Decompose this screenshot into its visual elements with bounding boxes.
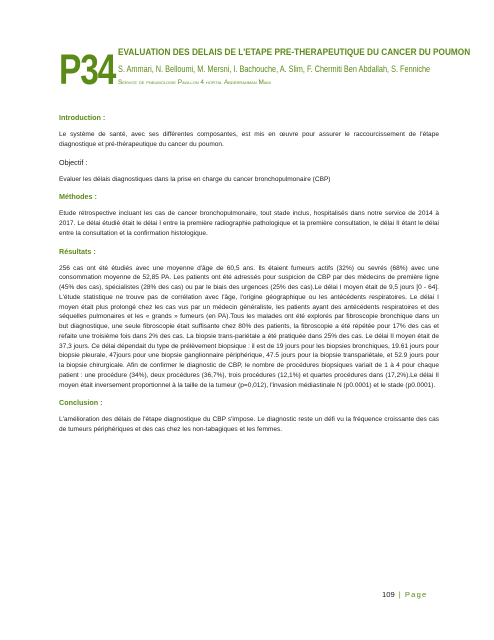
abstract-body (59, 113, 439, 443)
page-label: Page (404, 590, 428, 599)
objectif-heading: Objectif : (59, 157, 88, 167)
conclusion-heading: Conclusion : (59, 398, 103, 408)
abstract-header (59, 44, 471, 104)
poster-code-badge: P34 (59, 46, 116, 94)
objectif-text: Evaluer les délais diagnostiques dans la prise en charge du cancer bronchopulmonaire (CBP) (59, 175, 331, 183)
title-block (118, 47, 471, 87)
page-number: 109 (382, 590, 395, 599)
resultats-text: 256 cas ont été étudiés avec une moyenne d'âge de 60,5 ans. Ils étaient fumeurs actifs (32%) ou sevrés (68%) avec une consommation moyenne de 52,85 PA. Les patients ont été adressés pour suspicion de CBP par des médecins de première ligne (45% des cas), spécialistes (28% des cas) ou par le biais des urgences (25% des cas).Le délai I moyen était de 9,5 jours [0 - 64]. L'étude statistique ne trouve pas de corrélation avec l'âge, l'origine géographique ou les antécédents respiratoires. Le délai I moyen était plus prolongé chez les cas vus par un médecin généraliste, les patients ayant des antécédents respiratoires et des séquelles pulmonaires et les « grands » fumeurs (en PA).Tous les malades ont été explorés par fibroscopie bronchique dans un but diagnostique, une seule fibroscopie était suffisante chez 80% des patients, la fibroscopie a été répétée pour 17% des cas et refaite une troisième fois dans 2% des cas. La biopsie trans-pariétale a été pratiquée dans 25% des cas. Le délai II moyen était de 37,3 jours. Ce délai dépendait du type de prélèvement biopsique : il est de 19 jours pour les biopsies bronchiques, 19.61 jours pour biopsie pleurale, 47jours pour une biopsie ganglionnaire périphérique, 47.5 jours pour la biopsie transpariétale, et 52.9 jours pour la biopsie chirurgicale. Afin de confirmer le diagnostic de CBP, le nombre de procédures biopsiques variait de 1 à 4 pour chaque patient : une procédure (34%), deux procédures (36,7%), trois procédures (12,1%) et quartes procédures dans (17,2%).Le délai II moyen était inversement proportionnel à la taille de la tumeur (p=0,012), l'invasion médiastinale N (p0.0001) et le stade (p0.0001). (59, 264, 439, 389)
affiliation: Service de pneumologie Pavillon 4 hopital Abderrahman Mami (118, 79, 271, 86)
abstract-title: EVALUATION DES DELAIS DE L'ETAPE PRE-THERAPEUTIQUE DU CANCER DU POUMON (118, 47, 471, 58)
author-list: S. Ammari, N. Belloumi, M. Mersni, I. Bachouche, A. Slim, F. Chermiti Ben Abdallah, S. Fenniche (118, 63, 431, 74)
page-footer (382, 590, 427, 599)
resultats-heading: Résultats : (59, 246, 96, 256)
introduction-text: Le système de santé, avec ses différentes composantes, est mis en œuvre pour assurer le raccourcissement de l'étape diagnostique et pré-thérapeutique du cancer du poumon. (59, 131, 439, 148)
footer-separator: | (398, 590, 401, 599)
introduction-heading: Introduction : (59, 113, 106, 122)
methodes-text: Etude rétrospective incluant les cas de cancer bronchopulmonaire, tout stade inclus, hospitalisés dans notre service de 2014 à 2017. Le délai étudié était le délai I entre la première radiographie pathologique et la première consultation, le délai II étant le délai entre la consultation et la confirmation histologique. (59, 210, 439, 237)
conclusion-text: L'amélioration des délais de l'étape diagnostique du CBP s'impose. Le diagnostic reste un défi vu la fréquence croissante des cas de tumeurs périphériques et des cas chez les non-tabagiques et les femmes. (59, 416, 439, 433)
methodes-heading: Méthodes : (59, 192, 97, 202)
